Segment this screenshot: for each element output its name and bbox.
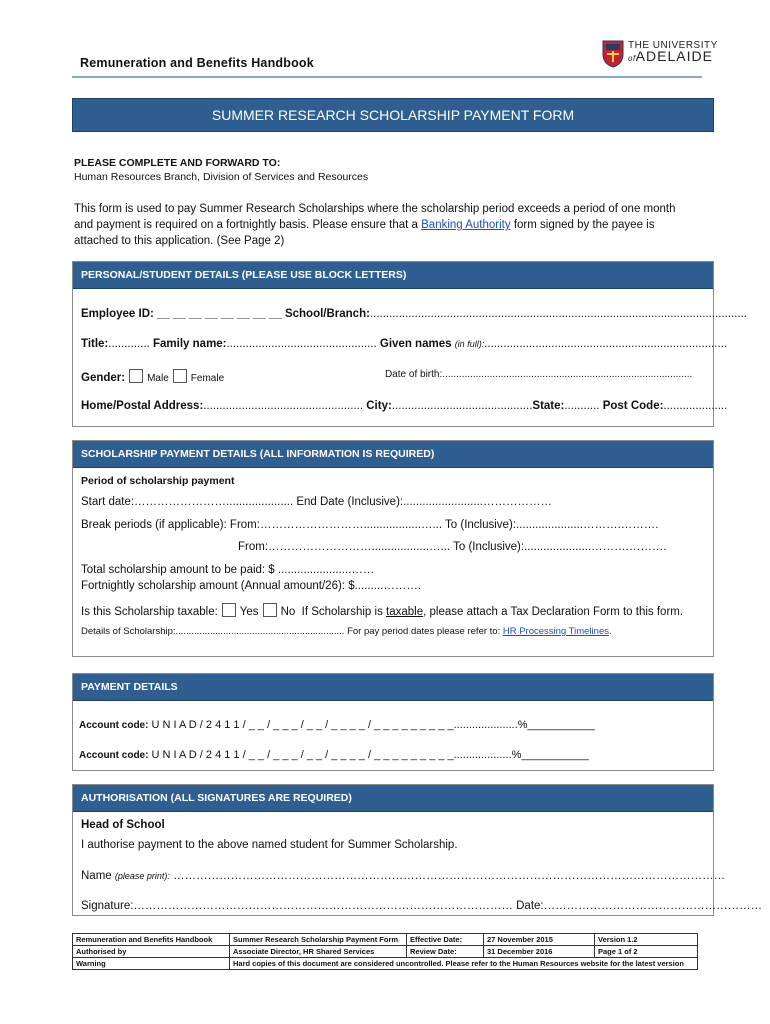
form-title: SUMMER RESEARCH SCHOLARSHIP PAYMENT FORM [72, 98, 714, 132]
footer-authoriser: Associate Director, HR Shared Services [230, 946, 407, 958]
footer-warning-text: Hard copies of this document are considered uncontrolled. Please refer to the Human Resources website for the latest version [230, 958, 698, 970]
payment-section-heading: PAYMENT DETAILS [73, 674, 713, 701]
hr-processing-timelines-link[interactable]: HR Processing Timelines [502, 626, 609, 637]
start-end-date-row[interactable]: Start date:……………………..................... End Date (Inclusive):.........................……………… [81, 496, 552, 508]
authorisation-section-heading: AUTHORISATION (ALL SIGNATURES ARE REQUIRED) [73, 785, 713, 812]
personal-details-section [72, 261, 747, 427]
account-code-row-1[interactable]: Account code: U N I A D / 2 4 1 1 / _ _ / _ _ _ / _ _ / _ _ _ _ / _ _ _ _ _ _ _ _ _.....................%___________ [79, 719, 595, 731]
taxable-yes-checkbox[interactable] [222, 603, 236, 617]
forward-heading: PLEASE COMPLETE AND FORWARD TO: [74, 157, 281, 169]
footer-warning-label: Warning [73, 958, 230, 970]
account-code-row-2[interactable]: Account code: U N I A D / 2 4 1 1 / _ _ / _ _ _ / _ _ / _ _ _ _ / _ _ _ _ _ _ _ _ _...................%___________ [79, 749, 589, 761]
name-print-row[interactable]: Name (please print): ……………………………………………………………………………………………………………………………… [81, 870, 726, 882]
header-rule [72, 76, 702, 78]
footer-handbook: Remuneration and Benefits Handbook [73, 934, 230, 946]
university-crest-icon [602, 40, 624, 68]
authorisation-section [72, 784, 763, 916]
female-checkbox[interactable] [173, 369, 187, 383]
total-amount-row[interactable]: Total scholarship amount to be paid: $ .......................…… [81, 564, 375, 576]
intro-text: This form is used to pay Summer Research Scholarships where the scholarship period exceeds a period of one month and payment is required on a fortnightly basis. Please ensure that a Banking Authority form signed by the payee is attached to this application. (See Page 2) [74, 203, 676, 247]
footer-effective-label: Effective Date: [407, 934, 484, 946]
male-checkbox[interactable] [129, 369, 143, 383]
address-row[interactable]: Home/Postal Address:.................................................. City:............................................State:........... Post Code:.................... [81, 400, 728, 412]
head-of-school-label: Head of School [81, 819, 165, 831]
dob-field[interactable]: Date of birth:.......................................................................................... [385, 369, 693, 380]
fortnightly-amount-row[interactable]: Fortnightly scholarship amount (Annual amount/26): $.........………. [81, 580, 422, 592]
taxable-no-checkbox[interactable] [263, 603, 277, 617]
footer-authorised-label: Authorised by [73, 946, 230, 958]
footer-effective-date: 27 November 2015 [484, 934, 595, 946]
footer-page-number: Page 1 of 2 [595, 946, 698, 958]
scholarship-details-section [72, 440, 714, 657]
period-heading: Period of scholarship payment [81, 475, 235, 487]
scholarship-details-row: Details of Scholarship:................................................................ For pay period dates please refer to: HR Processing Timelines. [81, 626, 612, 637]
handbook-title: Remuneration and Benefits Handbook [80, 56, 314, 70]
document-footer-table [72, 933, 698, 970]
payment-details-section [72, 673, 714, 771]
banking-authority-link[interactable]: Banking Authority [421, 219, 511, 231]
forward-address: Human Resources Branch, Division of Services and Resources [74, 171, 369, 183]
employee-id-row[interactable]: Employee ID: __ __ __ __ __ __ __ __ School/Branch:...................................................................................................................... [81, 308, 747, 320]
university-logo-text: THE UNIVERSITY ofADELAIDE [628, 40, 718, 64]
break-period-row-1[interactable]: Break periods (if applicable): From:………………………..................…... To (Inclusive):.....................……….………. [81, 519, 659, 531]
signature-date-row[interactable]: Signature:……………………………………………………………………………………… Date:………………………………………………… [81, 900, 763, 912]
scholarship-section-heading: SCHOLARSHIP PAYMENT DETAILS (ALL INFORMATION IS REQUIRED) [73, 441, 713, 468]
name-row[interactable]: Title:............. Family name:............................................... Given names (in full):............................................................................ [81, 338, 728, 350]
footer-form-name: Summer Research Scholarship Payment Form [230, 934, 407, 946]
personal-section-heading: PERSONAL/STUDENT DETAILS (PLEASE USE BLOCK LETTERS) [73, 262, 713, 289]
footer-review-label: Review Date: [407, 946, 484, 958]
gender-row: Gender: Male Female Date of birth:.......................................................................................... [81, 369, 693, 384]
taxable-row: Is this Scholarship taxable: Yes No If Scholarship is taxable, please attach a Tax Declaration Form to this form. [81, 603, 683, 618]
break-period-row-2[interactable]: From:………………………..................…... To (Inclusive):.....................……….………. [238, 541, 667, 553]
footer-version: Version 1.2 [595, 934, 698, 946]
footer-review-date: 31 December 2016 [484, 946, 595, 958]
authorisation-statement: I authorise payment to the above named student for Summer Scholarship. [81, 839, 458, 851]
